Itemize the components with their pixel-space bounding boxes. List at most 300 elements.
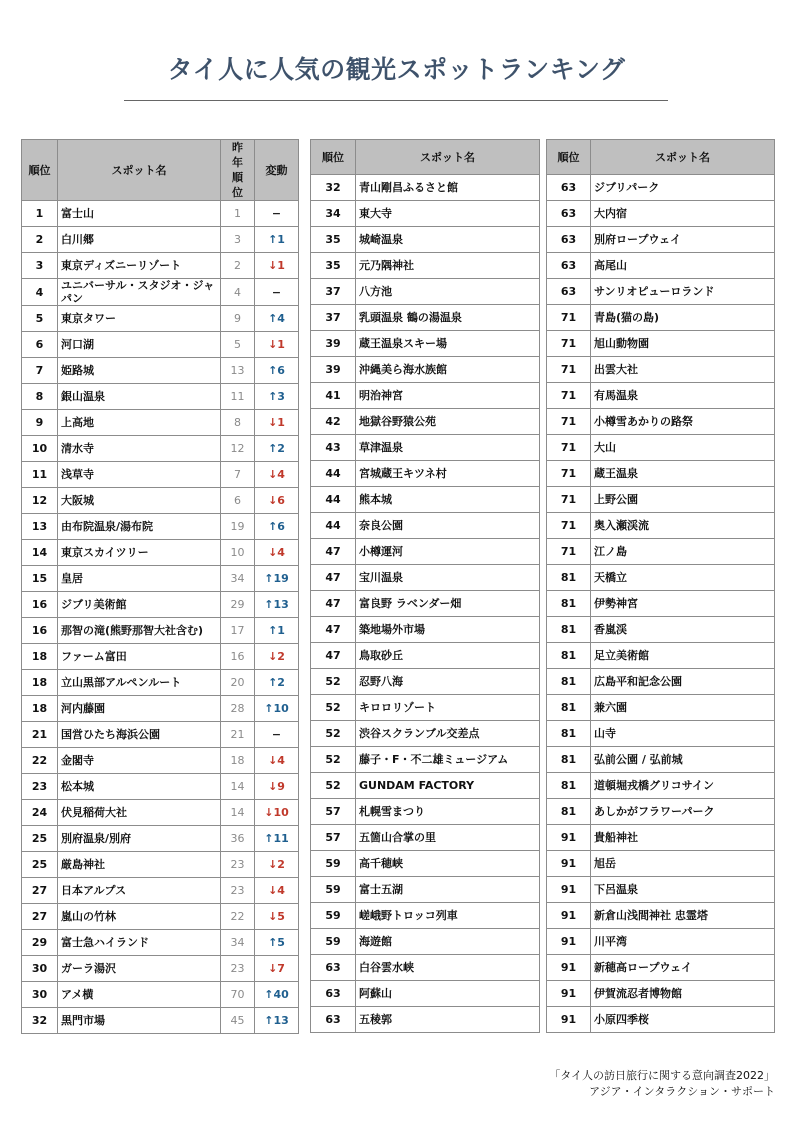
prev-rank-cell: 11 (221, 384, 255, 410)
prev-rank-cell: 16 (221, 644, 255, 670)
rank-cell: 91 (547, 981, 591, 1007)
rank-cell: 91 (547, 1007, 591, 1033)
ranking-table-2-body (311, 175, 540, 1033)
spot-name-cell: 大阪城 (58, 488, 221, 514)
rank-cell: 21 (22, 722, 58, 748)
rank-cell: 37 (311, 305, 356, 331)
table-row (22, 774, 299, 800)
prev-rank-cell: 17 (221, 618, 255, 644)
ranking-table-1 (21, 139, 299, 1034)
rank-cell: 63 (547, 253, 591, 279)
rank-cell: 13 (22, 514, 58, 540)
spot-name-cell: 東京タワー (58, 306, 221, 332)
spot-name-cell: 道頓堀戎橋グリコサイン (591, 773, 775, 799)
header-prev-rank: 昨年順位 (221, 140, 255, 201)
table-row (311, 175, 540, 201)
change-cell: ↑4 (255, 306, 299, 332)
prev-rank-cell: 21 (221, 722, 255, 748)
table-row (22, 358, 299, 384)
spot-name-cell: 東京ディズニーリゾート (58, 253, 221, 279)
spot-name-cell: 蔵王温泉 (591, 461, 775, 487)
rank-cell: 35 (311, 253, 356, 279)
rank-cell: 52 (311, 747, 356, 773)
rank-cell: 71 (547, 513, 591, 539)
rank-cell: 71 (547, 357, 591, 383)
spot-name-cell: 香嵐渓 (591, 617, 775, 643)
rank-cell: 81 (547, 721, 591, 747)
prev-rank-cell: 2 (221, 253, 255, 279)
table-row (311, 643, 540, 669)
change-cell: − (255, 279, 299, 306)
table-row (22, 696, 299, 722)
table-row (311, 253, 540, 279)
spot-name-cell: 海遊館 (356, 929, 540, 955)
spot-name-cell: 宝川温泉 (356, 565, 540, 591)
table-row (547, 409, 775, 435)
spot-name-cell: GUNDAM FACTORY (356, 773, 540, 799)
table-row (547, 591, 775, 617)
change-cell: ↓7 (255, 956, 299, 982)
table-row (547, 955, 775, 981)
rank-cell: 30 (22, 982, 58, 1008)
spot-name-cell: ジブリパーク (591, 175, 775, 201)
rank-cell: 1 (22, 201, 58, 227)
spot-name-cell: あしかがフラワーパーク (591, 799, 775, 825)
rank-cell: 7 (22, 358, 58, 384)
table-row (547, 305, 775, 331)
rank-cell: 29 (22, 930, 58, 956)
spot-name-cell: 小樽雪あかりの路祭 (591, 409, 775, 435)
change-cell: ↓4 (255, 540, 299, 566)
rank-cell: 81 (547, 747, 591, 773)
spot-name-cell: 出雲大社 (591, 357, 775, 383)
prev-rank-cell: 45 (221, 1008, 255, 1034)
spot-name-cell: 由布院温泉/湯布院 (58, 514, 221, 540)
rank-cell: 47 (311, 539, 356, 565)
spot-name-cell: 熊本城 (356, 487, 540, 513)
rank-cell: 59 (311, 929, 356, 955)
rank-cell: 71 (547, 461, 591, 487)
prev-rank-cell: 7 (221, 462, 255, 488)
spot-name-cell: 別府ロープウェイ (591, 227, 775, 253)
spot-name-cell: 沖縄美ら海水族館 (356, 357, 540, 383)
table-row (547, 851, 775, 877)
change-cell: ↑1 (255, 618, 299, 644)
change-cell: ↓4 (255, 878, 299, 904)
ranking-table-3 (546, 139, 775, 1033)
table-row (22, 826, 299, 852)
table-row (22, 253, 299, 279)
spot-name-cell: 白谷雲水峡 (356, 955, 540, 981)
rank-cell: 81 (547, 669, 591, 695)
spot-name-cell: 高尾山 (591, 253, 775, 279)
change-cell: ↑1 (255, 227, 299, 253)
prev-rank-cell: 22 (221, 904, 255, 930)
spot-name-cell: 天橋立 (591, 565, 775, 591)
spot-name-cell: 渋谷スクランブル交差点 (356, 721, 540, 747)
table-row (22, 227, 299, 253)
change-cell: ↑5 (255, 930, 299, 956)
table-row (547, 721, 775, 747)
table-row (311, 539, 540, 565)
spot-name-cell: 草津温泉 (356, 435, 540, 461)
change-cell: ↑13 (255, 592, 299, 618)
spot-name-cell: 忍野八海 (356, 669, 540, 695)
rank-cell: 52 (311, 695, 356, 721)
table-row (311, 669, 540, 695)
spot-name-cell: 藤子・F・不二雄ミュージアム (356, 747, 540, 773)
table-row (22, 956, 299, 982)
rank-cell: 47 (311, 617, 356, 643)
prev-rank-cell: 18 (221, 748, 255, 774)
spot-name-cell: 川平湾 (591, 929, 775, 955)
table-row (311, 747, 540, 773)
prev-rank-cell: 4 (221, 279, 255, 306)
change-cell: ↑3 (255, 384, 299, 410)
rank-cell: 37 (311, 279, 356, 305)
change-cell: ↑40 (255, 982, 299, 1008)
spot-name-cell: 青島(猫の島) (591, 305, 775, 331)
table-row (547, 227, 775, 253)
table-row (547, 539, 775, 565)
spot-name-cell: 金閣寺 (58, 748, 221, 774)
change-cell: ↓1 (255, 253, 299, 279)
header-spot: スポット名 (591, 140, 775, 175)
table-row (311, 513, 540, 539)
rank-cell: 30 (22, 956, 58, 982)
table-row (311, 227, 540, 253)
table-row (547, 617, 775, 643)
table-row (22, 514, 299, 540)
rank-cell: 27 (22, 904, 58, 930)
rank-cell: 24 (22, 800, 58, 826)
table-row (22, 201, 299, 227)
page-title: タイ人に人気の観光スポットランキング (167, 55, 626, 84)
table-row (547, 253, 775, 279)
prev-rank-cell: 14 (221, 800, 255, 826)
rank-cell: 25 (22, 852, 58, 878)
change-cell: ↓2 (255, 644, 299, 670)
spot-name-cell: 厳島神社 (58, 852, 221, 878)
rank-cell: 81 (547, 643, 591, 669)
table-row (547, 669, 775, 695)
rank-cell: 15 (22, 566, 58, 592)
spot-name-cell: 築地場外市場 (356, 617, 540, 643)
rank-cell: 44 (311, 487, 356, 513)
rank-cell: 22 (22, 748, 58, 774)
prev-rank-cell: 6 (221, 488, 255, 514)
table-row (547, 201, 775, 227)
prev-rank-cell: 13 (221, 358, 255, 384)
spot-name-cell: 富士山 (58, 201, 221, 227)
spot-name-cell: サンリオピューロランド (591, 279, 775, 305)
rank-cell: 3 (22, 253, 58, 279)
rank-cell: 81 (547, 617, 591, 643)
rank-cell: 35 (311, 227, 356, 253)
spot-name-cell: 河内藤園 (58, 696, 221, 722)
table-row (22, 982, 299, 1008)
change-cell: ↓4 (255, 462, 299, 488)
table-row (311, 487, 540, 513)
change-cell: − (255, 722, 299, 748)
spot-name-cell: 五箇山合掌の里 (356, 825, 540, 851)
rank-cell: 91 (547, 825, 591, 851)
rank-cell: 71 (547, 331, 591, 357)
rank-cell: 59 (311, 851, 356, 877)
rank-cell: 52 (311, 721, 356, 747)
rank-cell: 59 (311, 877, 356, 903)
spot-name-cell: 富士五湖 (356, 877, 540, 903)
rank-cell: 10 (22, 436, 58, 462)
table-row (547, 903, 775, 929)
table-row (311, 357, 540, 383)
spot-name-cell: 兼六園 (591, 695, 775, 721)
rank-cell: 32 (311, 175, 356, 201)
rank-cell: 91 (547, 903, 591, 929)
table-row (547, 175, 775, 201)
table-row (547, 877, 775, 903)
table-row (311, 591, 540, 617)
table-row (547, 513, 775, 539)
rank-cell: 71 (547, 305, 591, 331)
prev-rank-cell: 34 (221, 566, 255, 592)
header-spot: スポット名 (356, 140, 540, 175)
spot-name-cell: 弘前公園 / 弘前城 (591, 747, 775, 773)
rank-cell: 6 (22, 332, 58, 358)
table-row (547, 981, 775, 1007)
rank-cell: 16 (22, 618, 58, 644)
rank-cell: 16 (22, 592, 58, 618)
spot-name-cell: 上野公園 (591, 487, 775, 513)
prev-rank-cell: 20 (221, 670, 255, 696)
spot-name-cell: 旭岳 (591, 851, 775, 877)
change-cell: ↓6 (255, 488, 299, 514)
rank-cell: 43 (311, 435, 356, 461)
rank-cell: 63 (547, 227, 591, 253)
table-row (547, 825, 775, 851)
header-change: 変動 (255, 140, 299, 201)
table-row (547, 279, 775, 305)
table-row (311, 1007, 540, 1033)
spot-name-cell: 新穂高ロープウェイ (591, 955, 775, 981)
rank-cell: 47 (311, 643, 356, 669)
spot-name-cell: 銀山温泉 (58, 384, 221, 410)
rank-cell: 71 (547, 487, 591, 513)
change-cell: ↓1 (255, 332, 299, 358)
table-row (22, 904, 299, 930)
rank-cell: 39 (311, 357, 356, 383)
table-row (22, 540, 299, 566)
table-row (311, 383, 540, 409)
prev-rank-cell: 23 (221, 956, 255, 982)
spot-name-cell: 松本城 (58, 774, 221, 800)
rank-cell: 18 (22, 644, 58, 670)
header-spot: スポット名 (58, 140, 221, 201)
table-row (311, 929, 540, 955)
change-cell: ↑10 (255, 696, 299, 722)
rank-cell: 63 (547, 279, 591, 305)
table-row (311, 955, 540, 981)
table-row (22, 566, 299, 592)
rank-cell: 71 (547, 539, 591, 565)
spot-name-cell: 鳥取砂丘 (356, 643, 540, 669)
table-row (311, 331, 540, 357)
table-row (22, 722, 299, 748)
table-row (22, 852, 299, 878)
rank-cell: 41 (311, 383, 356, 409)
prev-rank-cell: 29 (221, 592, 255, 618)
spot-name-cell: 富士急ハイランド (58, 930, 221, 956)
change-cell: ↓9 (255, 774, 299, 800)
spot-name-cell: 東大寺 (356, 201, 540, 227)
table-row (311, 799, 540, 825)
rank-cell: 9 (22, 410, 58, 436)
spot-name-cell: 札幌雪まつり (356, 799, 540, 825)
prev-rank-cell: 70 (221, 982, 255, 1008)
rank-cell: 44 (311, 461, 356, 487)
prev-rank-cell: 1 (221, 201, 255, 227)
table-row (22, 800, 299, 826)
change-cell: ↑11 (255, 826, 299, 852)
spot-name-cell: 大内宿 (591, 201, 775, 227)
rank-cell: 4 (22, 279, 58, 306)
rank-cell: 81 (547, 773, 591, 799)
spot-name-cell: 宮城蔵王キツネ村 (356, 461, 540, 487)
change-cell: ↓10 (255, 800, 299, 826)
rank-cell: 52 (311, 669, 356, 695)
rank-cell: 71 (547, 383, 591, 409)
spot-name-cell: 伊勢神宮 (591, 591, 775, 617)
spot-name-cell: 白川郷 (58, 227, 221, 253)
rank-cell: 52 (311, 773, 356, 799)
rank-cell: 81 (547, 591, 591, 617)
ranking-table-2 (310, 139, 540, 1033)
change-cell: ↑13 (255, 1008, 299, 1034)
spot-name-cell: 嵐山の竹林 (58, 904, 221, 930)
spot-name-cell: 東京スカイツリー (58, 540, 221, 566)
spot-name-cell: 乳頭温泉 鶴の湯温泉 (356, 305, 540, 331)
change-cell: ↓2 (255, 852, 299, 878)
spot-name-cell: 小原四季桜 (591, 1007, 775, 1033)
spot-name-cell: 国営ひたち海浜公園 (58, 722, 221, 748)
table-row (311, 773, 540, 799)
table-row (22, 462, 299, 488)
spot-name-cell: 高千穂峡 (356, 851, 540, 877)
table-row (547, 487, 775, 513)
spot-name-cell: 別府温泉/別府 (58, 826, 221, 852)
rank-cell: 57 (311, 825, 356, 851)
table-row (22, 618, 299, 644)
spot-name-cell: キロロリゾート (356, 695, 540, 721)
rank-cell: 57 (311, 799, 356, 825)
prev-rank-cell: 28 (221, 696, 255, 722)
spot-name-cell: 大山 (591, 435, 775, 461)
rank-cell: 91 (547, 955, 591, 981)
spot-name-cell: 城崎温泉 (356, 227, 540, 253)
prev-rank-cell: 8 (221, 410, 255, 436)
prev-rank-cell: 19 (221, 514, 255, 540)
spot-name-cell: 明治神宮 (356, 383, 540, 409)
ranking-table-1-body (22, 201, 299, 1034)
change-cell: ↑19 (255, 566, 299, 592)
rank-cell: 63 (311, 955, 356, 981)
rank-cell: 5 (22, 306, 58, 332)
rank-cell: 91 (547, 851, 591, 877)
spot-name-cell: 立山黒部アルペンルート (58, 670, 221, 696)
table-row (311, 721, 540, 747)
spot-name-cell: 日本アルプス (58, 878, 221, 904)
table-row (22, 748, 299, 774)
spot-name-cell: 八方池 (356, 279, 540, 305)
table-row (22, 384, 299, 410)
table-row (547, 357, 775, 383)
prev-rank-cell: 9 (221, 306, 255, 332)
change-cell: − (255, 201, 299, 227)
table-row (311, 201, 540, 227)
spot-name-cell: 浅草寺 (58, 462, 221, 488)
table-row (547, 799, 775, 825)
prev-rank-cell: 5 (221, 332, 255, 358)
source-note: 「タイ人の訪日旅行に関する意向調査2022」 (549, 1069, 775, 1082)
organization-credit: アジア・インタラクション・サポート (589, 1085, 775, 1098)
spot-name-cell: 小樽運河 (356, 539, 540, 565)
spot-name-cell: 姫路城 (58, 358, 221, 384)
spot-name-cell: 伊賀流忍者博物館 (591, 981, 775, 1007)
rank-cell: 91 (547, 877, 591, 903)
table-row (22, 306, 299, 332)
change-cell: ↑2 (255, 670, 299, 696)
spot-name-cell: 奈良公園 (356, 513, 540, 539)
title-divider (124, 100, 668, 101)
table-row (547, 461, 775, 487)
table-row (547, 331, 775, 357)
header-rank: 順位 (22, 140, 58, 201)
spot-name-cell: 富良野 ラベンダー畑 (356, 591, 540, 617)
rank-cell: 32 (22, 1008, 58, 1034)
spot-name-cell: 地獄谷野猿公苑 (356, 409, 540, 435)
spot-name-cell: ジブリ美術館 (58, 592, 221, 618)
table-row (311, 305, 540, 331)
rank-cell: 39 (311, 331, 356, 357)
table-row (311, 825, 540, 851)
table-row (547, 643, 775, 669)
table-row (311, 279, 540, 305)
rank-cell: 63 (311, 1007, 356, 1033)
table-row (311, 877, 540, 903)
table-row (311, 851, 540, 877)
spot-name-cell: ユニバーサル・スタジオ・ジャパン (58, 279, 221, 306)
change-cell: ↓5 (255, 904, 299, 930)
spot-name-cell: 江ノ島 (591, 539, 775, 565)
rank-cell: 18 (22, 670, 58, 696)
table-row (22, 332, 299, 358)
table-row (547, 929, 775, 955)
table-row (22, 644, 299, 670)
prev-rank-cell: 23 (221, 852, 255, 878)
spot-name-cell: 有馬温泉 (591, 383, 775, 409)
rank-cell: 63 (547, 201, 591, 227)
table-row (311, 981, 540, 1007)
rank-cell: 8 (22, 384, 58, 410)
rank-cell: 44 (311, 513, 356, 539)
header-rank: 順位 (311, 140, 356, 175)
table-row (22, 670, 299, 696)
table-row (22, 1008, 299, 1034)
table-row (547, 435, 775, 461)
change-cell: ↓4 (255, 748, 299, 774)
table-row (547, 747, 775, 773)
spot-name-cell: 皇居 (58, 566, 221, 592)
